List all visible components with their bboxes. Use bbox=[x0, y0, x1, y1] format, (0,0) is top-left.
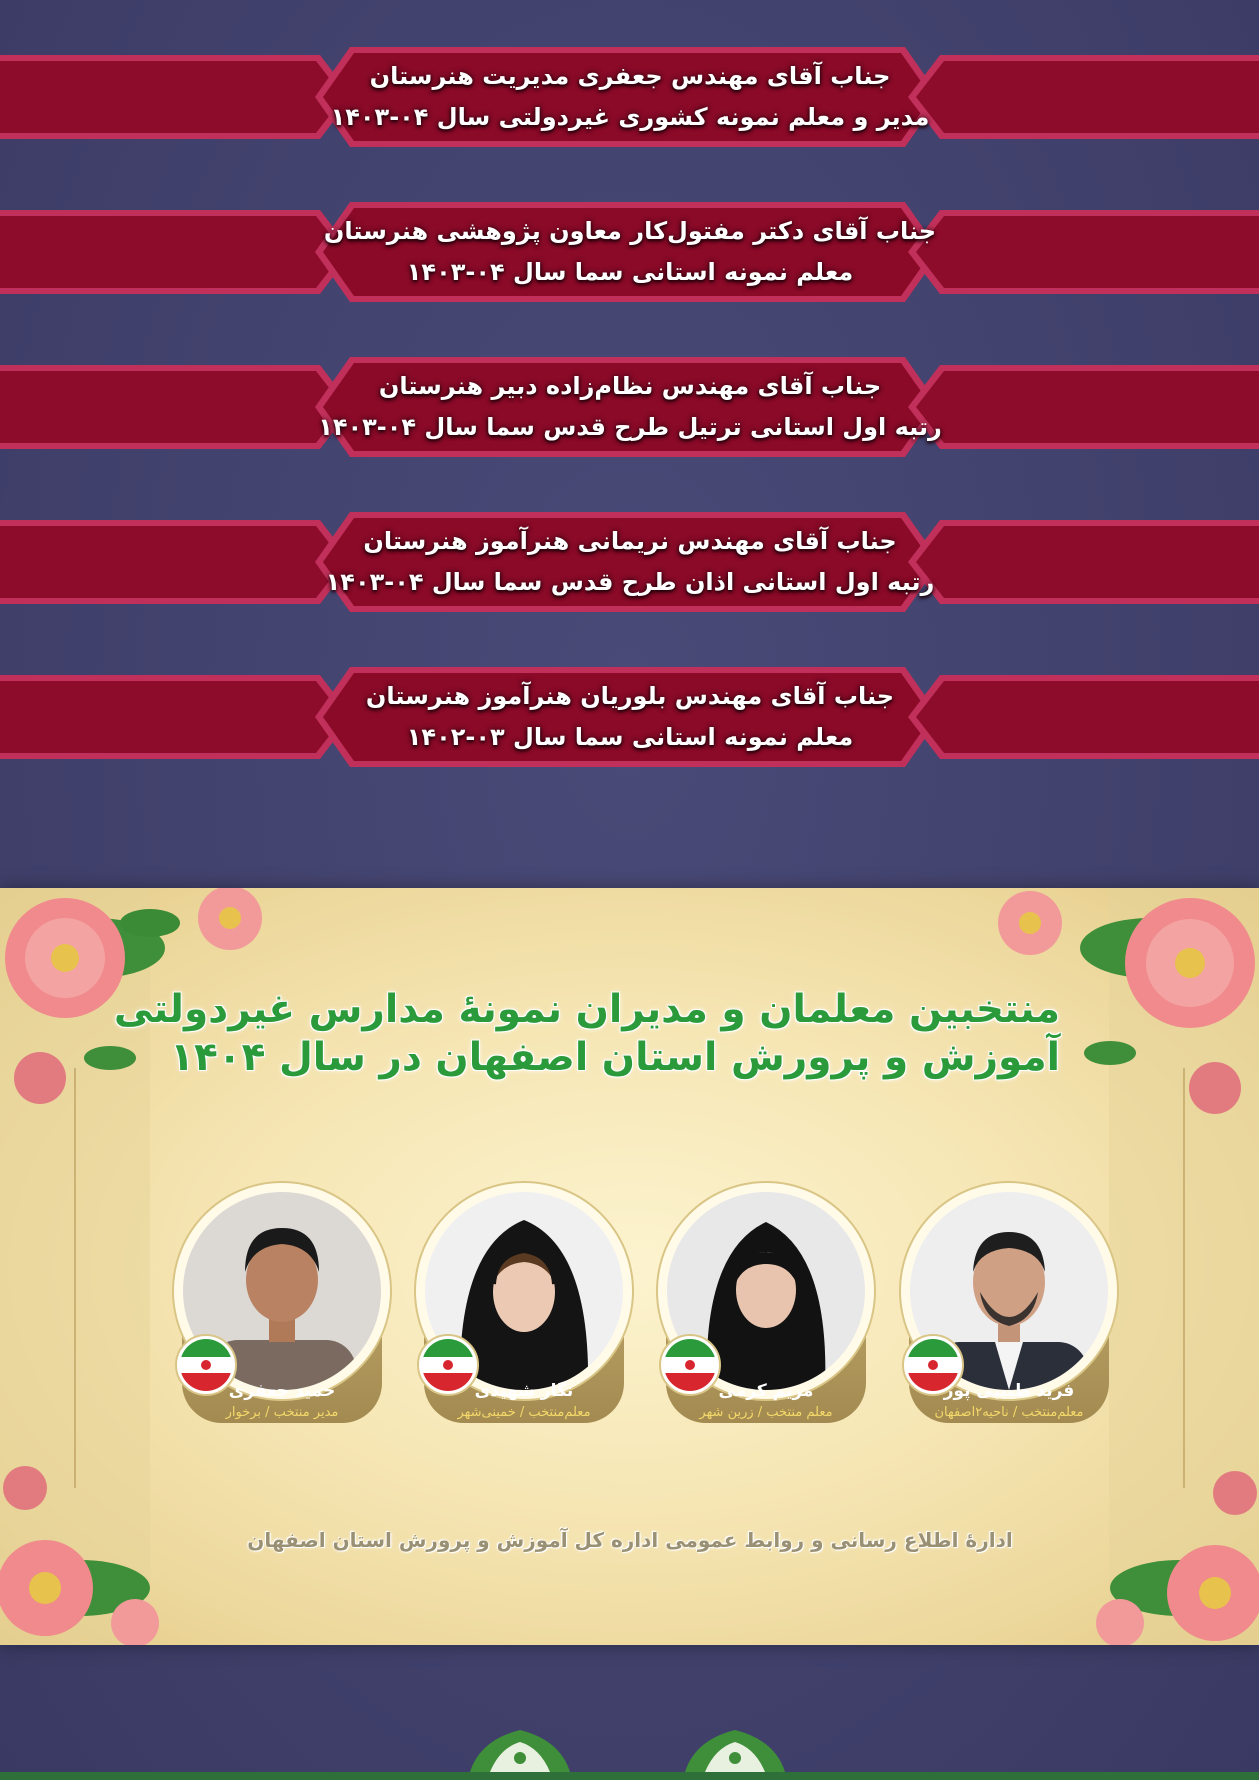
banner-line-1: جناب آقای مهندس نریمانی هنرآموز هنرستان bbox=[363, 527, 897, 555]
person-name: نگار شهیدی bbox=[474, 1381, 574, 1401]
person-name: مریم کرمی bbox=[718, 1381, 814, 1401]
banner-1 bbox=[0, 37, 1259, 157]
person-card bbox=[416, 1183, 632, 1453]
banner-line-2: معلم نمونه استانی سما سال ۰۳-۱۴۰۲ bbox=[406, 723, 854, 751]
banner-3 bbox=[0, 347, 1259, 467]
ornament-right-icon bbox=[685, 1730, 785, 1772]
poster-title-line-2: آموزش و پرورش استان اصفهان در سال ۱۴۰۴ bbox=[170, 1035, 1060, 1080]
poster-credit: ادارهٔ اطلاع رسانی و روابط عمومی اداره کل آموزش و پرورش استان اصفهان bbox=[247, 1528, 1013, 1552]
banner-line-1: جناب آقای مهندس بلوریان هنرآموز هنرستان bbox=[365, 682, 895, 710]
banner-line-2: رتبه اول استانی ترتیل طرح قدس سما سال ۰۴-۱۴۰۳ bbox=[318, 413, 942, 441]
banner-line-1: جناب آقای مهندس جعفری مدیریت هنرستان bbox=[369, 62, 891, 90]
banner-line-2: معلم نمونه استانی سما سال ۰۴-۱۴۰۳ bbox=[406, 258, 854, 286]
poster-title bbox=[113, 986, 1060, 1082]
poster bbox=[0, 888, 1259, 1645]
banner-5 bbox=[0, 657, 1259, 777]
person-name: فرید طبیبی پور bbox=[943, 1381, 1075, 1401]
ornament-left-icon bbox=[470, 1730, 570, 1772]
person-role: معلم منتخب / زرین شهر bbox=[699, 1405, 833, 1420]
person-card bbox=[658, 1183, 874, 1453]
banner-line-2: مدیر و معلم نمونه کشوری غیردولتی سال ۰۴-۱۴۰۳ bbox=[330, 103, 930, 131]
banner-line-2: رتبه اول استانی اذان طرح قدس سما سال ۰۴-۱۴۰۳ bbox=[325, 568, 935, 596]
person-role: مدیر منتخب / برخوار bbox=[225, 1405, 339, 1420]
banner-line-1: جناب آقای مهندس نظام‌زاده دبیر هنرستان bbox=[378, 372, 882, 400]
banner-4 bbox=[0, 502, 1259, 622]
banner-line-1: جناب آقای دکتر مفتول‌کار معاون پژوهشی هنرستان bbox=[323, 217, 937, 245]
poster-title-line-1: منتخبین معلمان و مدیران نمونهٔ مدارس غیردولتی bbox=[113, 987, 1060, 1032]
person-card bbox=[174, 1183, 390, 1453]
person-role: معلم‌منتخب / ناحیه۲اصفهان bbox=[934, 1405, 1084, 1420]
person-name: حمید جعفری bbox=[228, 1381, 336, 1401]
bottom-ornament bbox=[0, 1710, 1259, 1780]
person-role: معلم‌منتخب / خمینی‌شهر bbox=[457, 1405, 591, 1420]
banner-2 bbox=[0, 192, 1259, 312]
person-card bbox=[901, 1183, 1117, 1453]
